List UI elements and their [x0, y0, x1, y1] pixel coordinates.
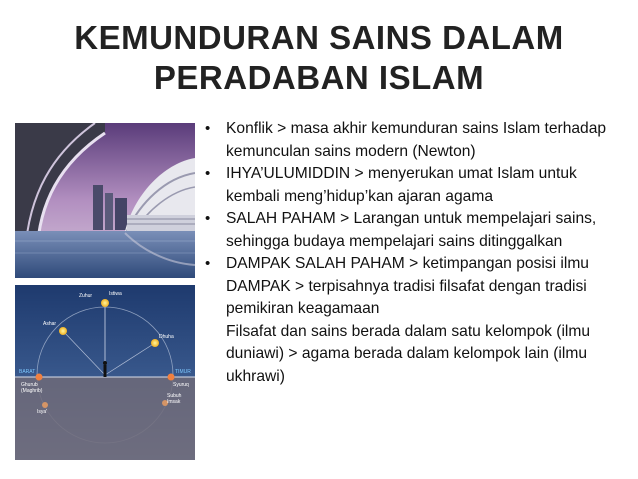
label-ashar: Ashar — [43, 321, 57, 327]
bullet-text: SALAH PAHAM > Larangan untuk mempelajari sains, sehingga budaya mempelajari sains ditinggalkan — [226, 210, 597, 250]
prayer-times-diagram — [15, 285, 195, 460]
bullet-item-dampak — [205, 253, 630, 388]
label-isya: Isya' — [37, 409, 48, 415]
title-line-1: KEMUNDURAN SAINS DALAM — [74, 19, 564, 56]
label-imsak: Imsak — [167, 399, 181, 405]
architecture-photo — [15, 123, 195, 278]
bullet-item-konflik — [205, 118, 630, 163]
label-timur: TIMUR — [175, 369, 191, 375]
label-dhuha: Dhuha — [159, 334, 174, 340]
bullet-dot: • — [205, 165, 211, 182]
bullet-dot: • — [205, 210, 211, 227]
bullet-list — [205, 118, 630, 388]
bullet-dot: • — [205, 255, 211, 272]
bullet-text: DAMPAK SALAH PAHAM > ketimpangan posisi ilmu — [226, 255, 589, 272]
slide-title — [0, 18, 638, 98]
bullet-text: Konflik > masa akhir kemunduran sains Islam terhadap kemunculan sains modern (Newton) — [226, 120, 607, 160]
title-line-2: PERADABAN ISLAM — [153, 59, 485, 96]
prayer-times-image — [15, 285, 195, 460]
label-istiwa: Istiwa — [109, 291, 122, 297]
architecture-image — [15, 123, 195, 278]
bullet-item-salah-paham — [205, 208, 630, 253]
label-maghrib: (Maghrib) — [21, 388, 43, 394]
label-zuhur: Zuhur — [79, 293, 93, 299]
label-subuh: Subuh — [167, 393, 182, 399]
bullet-text: IHYA’ULUMIDDIN > menyerukan umat Islam untuk kembali meng’hidup’kan ajaran agama — [226, 165, 577, 205]
bullet-item-ihya — [205, 163, 630, 208]
label-syuruq: Syuruq — [173, 382, 189, 388]
bullet-dot: • — [205, 120, 211, 137]
bullet-subtext-1: DAMPAK > terpisahnya tradisi filsafat dengan tradisi pemikiran keagamaan — [226, 277, 587, 317]
label-ghurub: Ghurub — [21, 382, 38, 388]
label-barat: BARAT — [19, 369, 36, 375]
bullet-subtext-2: Filsafat dan sains berada dalam satu kelompok (ilmu duniawi) > agama berada dalam kelompok lain (ilmu ukhrawi) — [226, 322, 591, 385]
